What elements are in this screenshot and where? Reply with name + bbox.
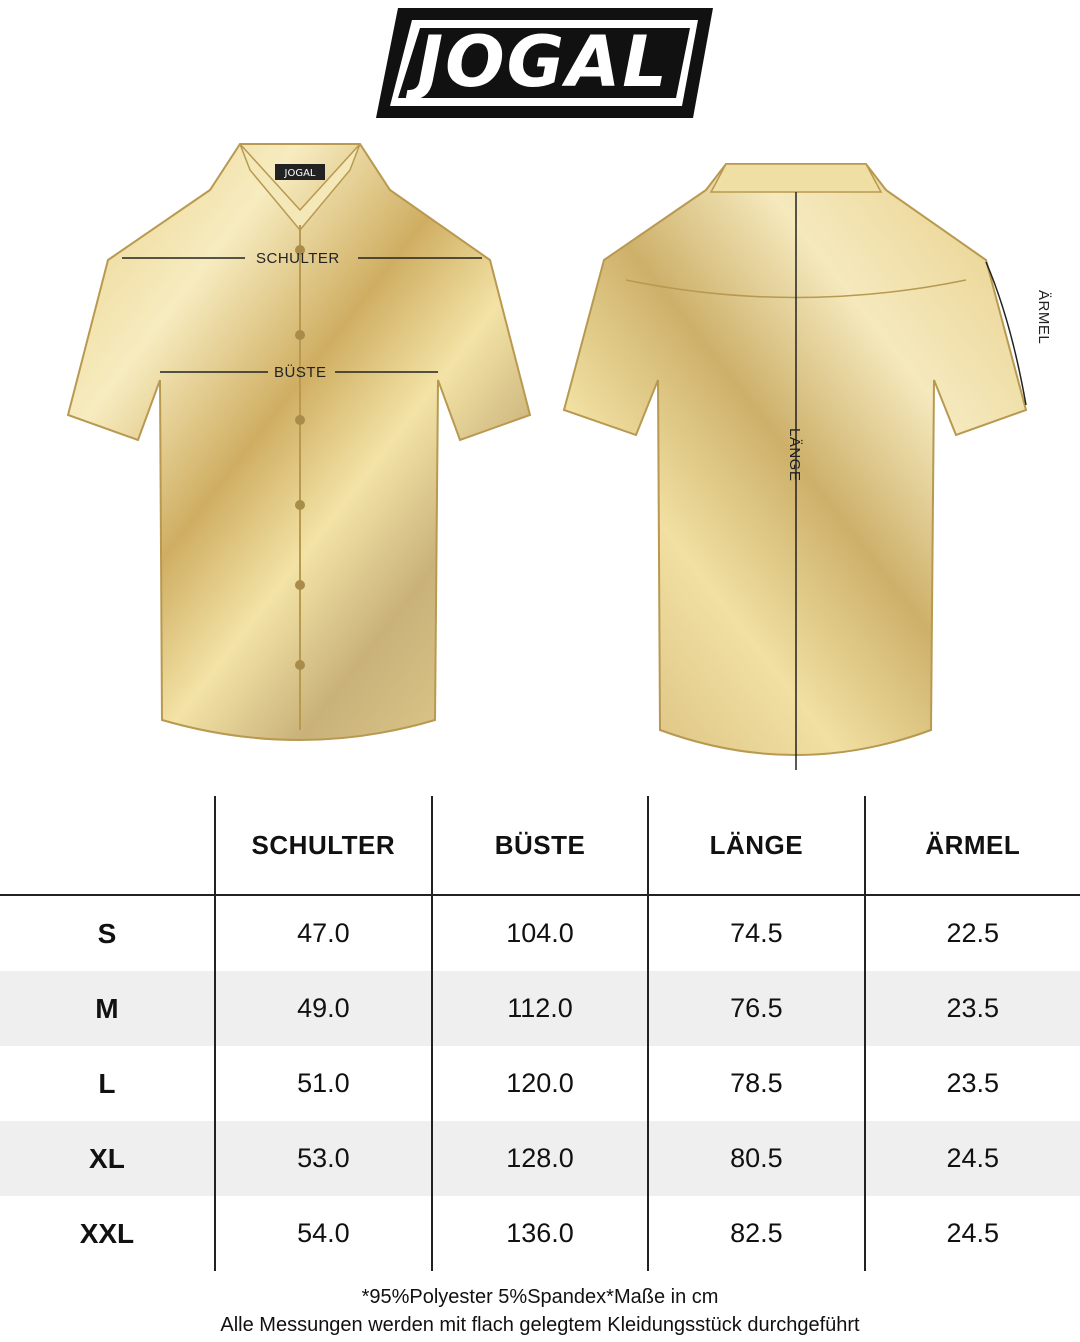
shoulder-cell: 53.0 — [215, 1121, 432, 1196]
shoulder-cell: 47.0 — [215, 895, 432, 971]
sleeve-cell: 23.5 — [865, 971, 1080, 1046]
material-note: *95%Polyester 5%Spandex*Maße in cm — [361, 1286, 719, 1308]
table-row — [0, 1196, 1080, 1271]
measurement-note: Alle Messungen werden mit flach gelegtem Kleidungsstück durchgeführt — [220, 1314, 860, 1336]
size-cell: S — [97, 917, 117, 949]
table-row — [0, 971, 1080, 1046]
size-cell: L — [98, 1067, 116, 1099]
shoulder-cell: 51.0 — [215, 1046, 432, 1121]
size-chart-table — [0, 796, 1080, 1271]
bust-cell: 136.0 — [432, 1196, 648, 1271]
length-cell: 74.5 — [648, 895, 864, 971]
sleeve-cell: 23.5 — [865, 1046, 1080, 1121]
header-bust: BÜSTE — [432, 796, 648, 895]
table-header-row — [0, 796, 1080, 895]
size-cell: M — [95, 992, 119, 1024]
shoulder-cell: 49.0 — [215, 971, 432, 1046]
header-shoulder: SCHULTER — [215, 796, 432, 895]
svg-text:JOGAL: JOGAL — [417, 21, 669, 103]
brand-logo — [368, 0, 718, 132]
header-length: LÄNGE — [648, 796, 864, 895]
table-row — [0, 895, 1080, 971]
bust-label: BÜSTE — [274, 364, 327, 381]
length-cell: 76.5 — [648, 971, 864, 1046]
sleeve-cell: 24.5 — [865, 1121, 1080, 1196]
length-label: LÄNGE — [786, 428, 803, 482]
table-row — [0, 1121, 1080, 1196]
size-cell: XL — [89, 1142, 125, 1174]
bust-cell: 112.0 — [432, 971, 648, 1046]
shoulder-label: SCHULTER — [256, 250, 340, 267]
length-cell: 78.5 — [648, 1046, 864, 1121]
sleeve-cell: 24.5 — [865, 1196, 1080, 1271]
sleeve-label: ÄRMEL — [1035, 290, 1052, 345]
bust-cell: 104.0 — [432, 895, 648, 971]
table-row — [0, 1046, 1080, 1121]
bust-cell: 120.0 — [432, 1046, 648, 1121]
svg-text:JOGAL: JOGAL — [284, 168, 316, 179]
size-cell: XXL — [79, 1217, 135, 1249]
sleeve-cell: 22.5 — [865, 895, 1080, 971]
header-size — [0, 796, 215, 895]
shoulder-cell: 54.0 — [215, 1196, 432, 1271]
header-sleeve: ÄRMEL — [865, 796, 1080, 895]
length-cell: 80.5 — [648, 1121, 864, 1196]
shirt-front-image — [60, 130, 540, 790]
bust-cell: 128.0 — [432, 1121, 648, 1196]
length-cell: 82.5 — [648, 1196, 864, 1271]
